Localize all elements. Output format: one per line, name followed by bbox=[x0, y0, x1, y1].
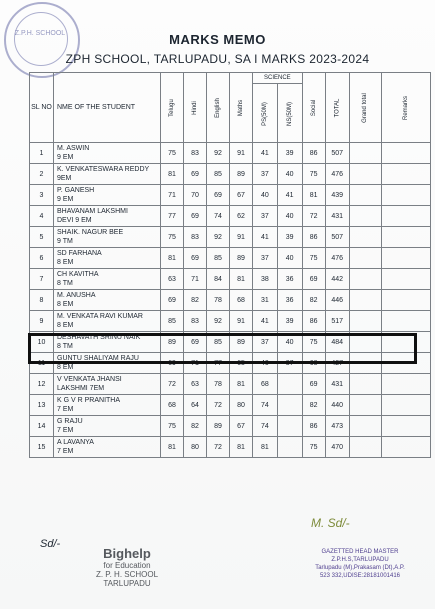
student-class: LAKSHMI 7EM bbox=[57, 385, 105, 392]
grand-total-cell bbox=[349, 164, 381, 185]
left-seal-line3: Z. P. H. SCHOOL bbox=[95, 570, 159, 579]
mark-maths: 80 bbox=[230, 395, 253, 416]
mark-maths: 89 bbox=[230, 164, 253, 185]
sl-no: 15 bbox=[30, 437, 54, 458]
col-social: Social bbox=[302, 73, 325, 143]
student-name-line1: SD FARHANA bbox=[57, 250, 102, 257]
mark-ns: 37 bbox=[277, 353, 302, 374]
mark-social: 86 bbox=[302, 311, 325, 332]
table-row bbox=[30, 227, 431, 248]
table-row bbox=[30, 164, 431, 185]
mark-ns bbox=[277, 416, 302, 437]
mark-english: 92 bbox=[207, 143, 230, 164]
mark-ns: 40 bbox=[277, 332, 302, 353]
mark-maths: 65 bbox=[230, 353, 253, 374]
grand-total-cell bbox=[349, 374, 381, 395]
col-total: TOTAL bbox=[325, 73, 349, 143]
mark-total: 427 bbox=[325, 353, 349, 374]
student-name-line1: M. VENKATA RAVI KUMAR bbox=[57, 313, 143, 320]
mark-telugu: 75 bbox=[161, 143, 184, 164]
col-telugu: Telugu bbox=[161, 73, 184, 143]
table-row bbox=[30, 269, 431, 290]
student-class: 8 TM bbox=[57, 343, 73, 350]
mark-ps: 74 bbox=[253, 395, 278, 416]
mark-english: 77 bbox=[207, 353, 230, 374]
grand-total-cell bbox=[349, 185, 381, 206]
remarks-cell bbox=[381, 395, 430, 416]
left-seal-line1: Bighelp bbox=[103, 546, 151, 561]
mark-total: 442 bbox=[325, 269, 349, 290]
mark-english: 92 bbox=[207, 311, 230, 332]
mark-total: 476 bbox=[325, 164, 349, 185]
right-seal-line3: Tarlupadu (M),Prakasam (Dt),A.P. bbox=[315, 565, 405, 571]
table-row bbox=[30, 395, 431, 416]
student-name-line1: SHAIK. NAGUR BEE bbox=[57, 229, 124, 236]
mark-social: 72 bbox=[302, 206, 325, 227]
mark-hindi: 71 bbox=[184, 353, 207, 374]
student-name bbox=[54, 437, 161, 458]
mark-ns: 40 bbox=[277, 206, 302, 227]
student-name-line1: K. VENKATESWARA REDDY bbox=[57, 166, 150, 173]
col-sl: SL NO bbox=[30, 73, 54, 143]
mark-telugu: 77 bbox=[161, 206, 184, 227]
mark-ns bbox=[277, 374, 302, 395]
mark-hindi: 83 bbox=[184, 311, 207, 332]
mark-english: 92 bbox=[207, 227, 230, 248]
student-class: 9 EM bbox=[57, 196, 74, 203]
col-hindi: Hindi bbox=[184, 73, 207, 143]
student-name bbox=[54, 416, 161, 437]
grand-total-cell bbox=[349, 416, 381, 437]
mark-hindi: 82 bbox=[184, 290, 207, 311]
sl-no: 7 bbox=[30, 269, 54, 290]
col-english: English bbox=[207, 73, 230, 143]
right-seal-line4: 523 332,UDISE:28181001416 bbox=[319, 573, 401, 579]
student-name bbox=[54, 185, 161, 206]
mark-ns: 39 bbox=[277, 311, 302, 332]
remarks-cell bbox=[381, 185, 430, 206]
student-class: 7 EM bbox=[57, 448, 74, 455]
sl-no: 13 bbox=[30, 395, 54, 416]
sl-no: 3 bbox=[30, 185, 54, 206]
student-name bbox=[54, 227, 161, 248]
remarks-cell bbox=[381, 143, 430, 164]
mark-hindi: 64 bbox=[184, 395, 207, 416]
mark-ns: 39 bbox=[277, 227, 302, 248]
mark-english: 85 bbox=[207, 248, 230, 269]
mark-ps: 40 bbox=[253, 185, 278, 206]
mark-total: 507 bbox=[325, 143, 349, 164]
mark-total: 473 bbox=[325, 416, 349, 437]
student-name-line1: CH KAVITHA bbox=[57, 271, 99, 278]
grand-total-cell bbox=[349, 143, 381, 164]
mark-telugu: 69 bbox=[161, 353, 184, 374]
mark-english: 85 bbox=[207, 332, 230, 353]
mark-maths: 68 bbox=[230, 290, 253, 311]
mark-ps: 41 bbox=[253, 311, 278, 332]
mark-telugu: 75 bbox=[161, 227, 184, 248]
mark-social: 81 bbox=[302, 185, 325, 206]
remarks-cell bbox=[381, 164, 430, 185]
mark-social: 86 bbox=[302, 416, 325, 437]
mark-english: 72 bbox=[207, 395, 230, 416]
mark-ps: 37 bbox=[253, 164, 278, 185]
table-row bbox=[30, 248, 431, 269]
grand-total-cell bbox=[349, 248, 381, 269]
student-class: DEVI 9 EM bbox=[57, 217, 92, 224]
mark-social: 82 bbox=[302, 290, 325, 311]
remarks-cell bbox=[381, 269, 430, 290]
student-class: 9 TM bbox=[57, 238, 73, 245]
sl-no: 9 bbox=[30, 311, 54, 332]
mark-ps: 81 bbox=[253, 437, 278, 458]
student-name bbox=[54, 269, 161, 290]
highlight-box bbox=[28, 333, 417, 364]
col-grand-total: Grand total bbox=[349, 73, 381, 143]
mark-ps: 37 bbox=[253, 332, 278, 353]
school-stamp-text: Z.P.H. SCHOOL bbox=[14, 30, 66, 37]
grand-total-cell bbox=[349, 395, 381, 416]
student-name bbox=[54, 143, 161, 164]
mark-ns bbox=[277, 437, 302, 458]
mark-total: 446 bbox=[325, 290, 349, 311]
student-name bbox=[54, 374, 161, 395]
mark-maths: 67 bbox=[230, 416, 253, 437]
mark-social: 86 bbox=[302, 227, 325, 248]
mark-ps: 74 bbox=[253, 416, 278, 437]
mark-telugu: 81 bbox=[161, 164, 184, 185]
student-name bbox=[54, 290, 161, 311]
student-class: 9 EM bbox=[57, 154, 74, 161]
student-class: 7 EM bbox=[57, 427, 74, 434]
mark-social: 69 bbox=[302, 269, 325, 290]
col-ns: NS(50M) bbox=[277, 84, 302, 143]
mark-social: 75 bbox=[302, 332, 325, 353]
mark-english: 78 bbox=[207, 290, 230, 311]
sl-no: 12 bbox=[30, 374, 54, 395]
student-class: 8 TM bbox=[57, 280, 73, 287]
mark-total: 476 bbox=[325, 248, 349, 269]
mark-ps: 40 bbox=[253, 353, 278, 374]
marks-table bbox=[29, 72, 431, 458]
mark-telugu: 68 bbox=[161, 395, 184, 416]
remarks-cell bbox=[381, 227, 430, 248]
right-seal-line2: Z.P.H.S,TARLUPADU bbox=[331, 557, 389, 563]
sl-no: 5 bbox=[30, 227, 54, 248]
mark-total: 517 bbox=[325, 311, 349, 332]
mark-hindi: 69 bbox=[184, 332, 207, 353]
student-class: 7 EM bbox=[57, 406, 74, 413]
mark-hindi: 71 bbox=[184, 269, 207, 290]
student-name bbox=[54, 248, 161, 269]
left-seal bbox=[82, 546, 172, 588]
mark-social: 75 bbox=[302, 164, 325, 185]
grand-total-cell bbox=[349, 227, 381, 248]
student-name-line1: A LAVANYA bbox=[57, 439, 94, 446]
mark-maths: 81 bbox=[230, 374, 253, 395]
mark-telugu: 75 bbox=[161, 416, 184, 437]
mark-ns: 41 bbox=[277, 185, 302, 206]
mark-ps: 37 bbox=[253, 248, 278, 269]
student-name-line1: GUNTU SHALIYAM RAJU bbox=[57, 355, 139, 362]
col-remarks: Remarks bbox=[381, 73, 430, 143]
col-ps: PS(50M) bbox=[253, 84, 278, 143]
table-row bbox=[30, 311, 431, 332]
mark-maths: 91 bbox=[230, 227, 253, 248]
mark-ns: 40 bbox=[277, 164, 302, 185]
mark-hindi: 82 bbox=[184, 416, 207, 437]
mark-telugu: 85 bbox=[161, 311, 184, 332]
sl-no: 2 bbox=[30, 164, 54, 185]
mark-english: 69 bbox=[207, 185, 230, 206]
sl-no: 14 bbox=[30, 416, 54, 437]
student-name bbox=[54, 164, 161, 185]
mark-english: 85 bbox=[207, 164, 230, 185]
student-class: 8 EM bbox=[57, 364, 74, 371]
mark-telugu: 72 bbox=[161, 374, 184, 395]
remarks-cell bbox=[381, 416, 430, 437]
sl-no: 10 bbox=[30, 332, 54, 353]
mark-social: 69 bbox=[302, 374, 325, 395]
mark-ps: 37 bbox=[253, 206, 278, 227]
mark-social: 68 bbox=[302, 353, 325, 374]
student-name-line1: V VENKATA JHANSI bbox=[57, 376, 122, 383]
mark-english: 84 bbox=[207, 269, 230, 290]
mark-hindi: 63 bbox=[184, 374, 207, 395]
right-seal bbox=[305, 548, 415, 580]
remarks-cell bbox=[381, 311, 430, 332]
mark-ps: 41 bbox=[253, 227, 278, 248]
mark-ns: 40 bbox=[277, 248, 302, 269]
mark-maths: 89 bbox=[230, 248, 253, 269]
sl-no: 4 bbox=[30, 206, 54, 227]
mark-telugu: 81 bbox=[161, 437, 184, 458]
mark-total: 507 bbox=[325, 227, 349, 248]
mark-total: 439 bbox=[325, 185, 349, 206]
student-name bbox=[54, 311, 161, 332]
table-row bbox=[30, 206, 431, 227]
student-name-line1: P. GANESH bbox=[57, 187, 95, 194]
mark-social: 82 bbox=[302, 395, 325, 416]
mark-telugu: 89 bbox=[161, 332, 184, 353]
remarks-cell bbox=[381, 206, 430, 227]
mark-ns: 39 bbox=[277, 143, 302, 164]
student-name-line1: BHAVANAM LAKSHMI bbox=[57, 208, 128, 215]
mark-total: 431 bbox=[325, 374, 349, 395]
mark-maths: 67 bbox=[230, 185, 253, 206]
grand-total-cell bbox=[349, 290, 381, 311]
sl-no: 11 bbox=[30, 353, 54, 374]
sl-no: 1 bbox=[30, 143, 54, 164]
student-class: 8 EM bbox=[57, 322, 74, 329]
mark-english: 74 bbox=[207, 206, 230, 227]
col-science-group: SCIENCE bbox=[253, 73, 303, 84]
mark-ps: 68 bbox=[253, 374, 278, 395]
right-seal-line1: GAZETTED HEAD MASTER bbox=[321, 549, 399, 555]
page-title: MARKS MEMO bbox=[169, 32, 266, 47]
mark-telugu: 81 bbox=[161, 248, 184, 269]
mark-social: 86 bbox=[302, 143, 325, 164]
mark-total: 470 bbox=[325, 437, 349, 458]
mark-maths: 81 bbox=[230, 437, 253, 458]
student-name-line1: G RAJU bbox=[57, 418, 83, 425]
mark-ns bbox=[277, 395, 302, 416]
mark-hindi: 80 bbox=[184, 437, 207, 458]
mark-hindi: 69 bbox=[184, 164, 207, 185]
grand-total-cell bbox=[349, 206, 381, 227]
mark-hindi: 70 bbox=[184, 185, 207, 206]
right-signature: M. Sd/- bbox=[311, 516, 350, 530]
student-class: 8 EM bbox=[57, 301, 74, 308]
remarks-cell bbox=[381, 290, 430, 311]
mark-hindi: 83 bbox=[184, 227, 207, 248]
page-subtitle: ZPH SCHOOL, TARLUPADU, SA I MARKS 2023-2024 bbox=[65, 52, 370, 66]
student-name-line1: K G V R PRANITHA bbox=[57, 397, 121, 404]
grand-total-cell bbox=[349, 269, 381, 290]
mark-total: 484 bbox=[325, 332, 349, 353]
student-name-line1: DESHAVATH SRINU NAIK bbox=[57, 334, 141, 341]
table-row bbox=[30, 437, 431, 458]
mark-english: 72 bbox=[207, 437, 230, 458]
sl-no: 8 bbox=[30, 290, 54, 311]
remarks-cell bbox=[381, 248, 430, 269]
sl-no: 6 bbox=[30, 248, 54, 269]
mark-english: 89 bbox=[207, 416, 230, 437]
table-row bbox=[30, 374, 431, 395]
col-name: NME OF THE STUDENT bbox=[54, 73, 161, 143]
mark-telugu: 71 bbox=[161, 185, 184, 206]
mark-ps: 41 bbox=[253, 143, 278, 164]
col-maths: Maths bbox=[230, 73, 253, 143]
student-name-line1: M. ASWIN bbox=[57, 145, 90, 152]
mark-hindi: 69 bbox=[184, 248, 207, 269]
mark-ns: 36 bbox=[277, 290, 302, 311]
student-name-line1: M. ANUSHA bbox=[57, 292, 96, 299]
mark-telugu: 63 bbox=[161, 269, 184, 290]
student-name bbox=[54, 395, 161, 416]
mark-hindi: 69 bbox=[184, 206, 207, 227]
table-row bbox=[30, 416, 431, 437]
mark-maths: 81 bbox=[230, 269, 253, 290]
left-signature: Sd/- bbox=[40, 538, 61, 550]
mark-maths: 62 bbox=[230, 206, 253, 227]
mark-social: 75 bbox=[302, 248, 325, 269]
left-seal-line2: for Education bbox=[103, 561, 151, 570]
table-row bbox=[30, 185, 431, 206]
remarks-cell bbox=[381, 374, 430, 395]
grand-total-cell bbox=[349, 437, 381, 458]
mark-english: 78 bbox=[207, 374, 230, 395]
mark-ps: 38 bbox=[253, 269, 278, 290]
table-row bbox=[30, 290, 431, 311]
student-name bbox=[54, 206, 161, 227]
remarks-cell bbox=[381, 437, 430, 458]
mark-ns: 36 bbox=[277, 269, 302, 290]
mark-maths: 89 bbox=[230, 332, 253, 353]
mark-telugu: 69 bbox=[161, 290, 184, 311]
left-seal-line4: TARLUPADU bbox=[103, 579, 151, 588]
mark-maths: 91 bbox=[230, 143, 253, 164]
student-class: 8 EM bbox=[57, 259, 74, 266]
mark-hindi: 83 bbox=[184, 143, 207, 164]
mark-ps: 31 bbox=[253, 290, 278, 311]
mark-total: 440 bbox=[325, 395, 349, 416]
table-row bbox=[30, 143, 431, 164]
student-class: 9EM bbox=[57, 175, 72, 182]
mark-maths: 91 bbox=[230, 311, 253, 332]
mark-total: 431 bbox=[325, 206, 349, 227]
mark-social: 75 bbox=[302, 437, 325, 458]
grand-total-cell bbox=[349, 311, 381, 332]
